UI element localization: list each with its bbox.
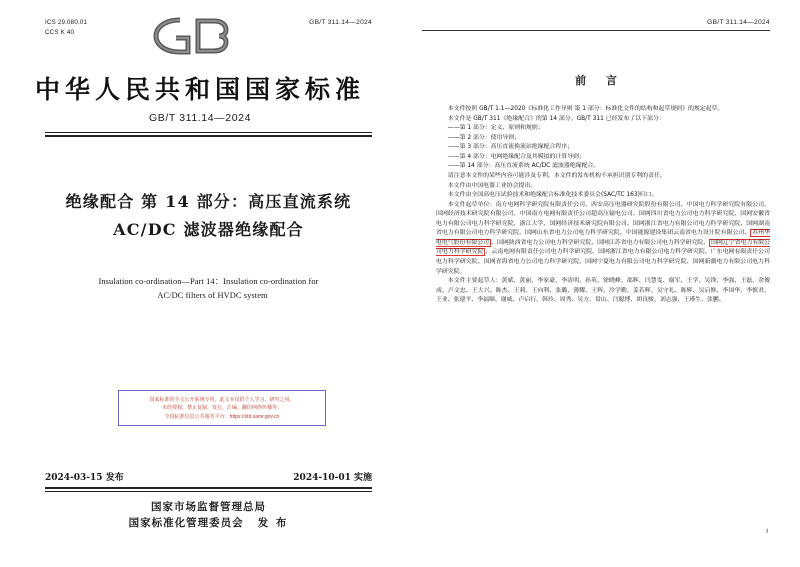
foreword-page xyxy=(400,0,800,567)
notice-platform-url: 全国标准信息公共服务平台：https://std.samr.gov.cn xyxy=(164,413,280,420)
divider-top-thick xyxy=(45,135,372,137)
ics-code: ICS 29.080.01 xyxy=(45,19,88,26)
foreword-paragraph: ——第 4 部分：电网绝缘配合及其模拟的计算导则； xyxy=(447,153,585,160)
gb-logo-icon xyxy=(0,10,400,62)
foreword-paragraph: 本文件由全国高电压试验技术和绝缘配合标准化技术委员会(SAC/TC 163)归口。 xyxy=(447,192,658,199)
implement-date: 2024-10-01 实施 xyxy=(293,473,372,483)
cover-standard-number-top: GB/T 311.14—2024 xyxy=(309,19,372,26)
highlighted-organization: 苏州华电电气股份有限公司 xyxy=(436,230,770,246)
notice-line-1: 国家标准的全文公开系统专用，此文本仅供个人学习、研究之用。 xyxy=(149,397,295,403)
issuer-line-1: 国家市场监督管理总局 xyxy=(151,501,266,513)
ccs-code: CCS K 40 xyxy=(45,28,75,36)
standard-title-en xyxy=(45,275,372,304)
foreword-body xyxy=(436,105,770,306)
cover-standard-number: GB/T 311.14—2024 xyxy=(148,112,252,124)
release-date: 2024-03-15 发布 xyxy=(45,473,124,483)
standard-title-en-line2: AC/DC filters of HVDC system xyxy=(157,291,268,301)
standard-title-cn xyxy=(45,188,372,244)
divider-bottom-thick xyxy=(45,487,372,489)
foreword-title: 前 言 xyxy=(575,74,625,87)
foreword-paragraph: ——第 2 部分：使用导则； xyxy=(447,134,521,141)
divider-bottom-thin xyxy=(45,491,372,492)
publish-label: 发 布 xyxy=(257,516,289,529)
foreword-paragraph: ——第 1 部分：定义、原则和规则； xyxy=(447,125,544,132)
notice-line-2: 未经授权，禁止复制、发行、汇编、翻印网络传播等； xyxy=(161,405,282,412)
standard-title-en-line1: Insulation co-ordination—Part 14：Insulation co-ordination for xyxy=(98,277,319,286)
foreword-paragraph: 本文件由中国电器工业协会提出。 xyxy=(447,182,537,189)
foreword-paragraph: 本文件起草单位：南方电网科学研究院有限责任公司、西安高压电器研究院股份有限公司、中国电力科学研究院有限公司、国网经济技术研究院有限公司、中国南方电网有限责任公司超高压输电公司、国网四川省电力公司电力科学研究院、国网安徽省电力有限公司电力科学研究院、浙江大学、国网经济技术研究院有限公司、国网浙江省电力有限公司电力科学研究院、国网湖南省电力有限公司电力科学研究院、国网山东省电力公司电力科学研究院、中国能源建设集团云南省电力设计院有限公司、 苏州华电电气股份有限公司 、国网陕西省电力公司电力科学研究院、国网江苏省电力有限公司电力科学研究院、 国网辽宁省电力有限公司电力科学研究院 、云南电网有限责任公司电力科学研究院、国网浙江省电力有限公司电力科学研究院、广东电网有限责任公司电力科学研究院、国网青海省电力公司电力科学研究院、国网宁夏电力有限公司电力科学研究院、国网新疆电力有限公司电力科学研究院。 xyxy=(436,201,771,275)
copyright-notice-box xyxy=(118,390,326,426)
header-divider xyxy=(422,30,770,31)
foreword-paragraph: 本文件按照 GB/T 1.1—2020《标准化工作导则 第 1 部分：标准化文件的结构和起草规则》的规定起草。 xyxy=(447,106,724,112)
standard-title-cn-line2: AC/DC 滤波器绝缘配合 xyxy=(113,220,304,239)
foreword-paragraph: 本文件是 GB/T 311《绝缘配合》的第 14 部分。GB/T 311 已经发布了以下部分： xyxy=(447,115,665,122)
foreword-paragraph: 请注意本文件的某些内容可能涉及专利。本文件的发布机构不承担识别专利的责任。 xyxy=(447,172,666,179)
date-row xyxy=(45,470,372,483)
issuer-line-2: 国家标准化管理委员会 xyxy=(128,516,244,529)
divider-top-thin xyxy=(45,132,372,133)
standard-title-cn-line1: 绝缘配合 第 14 部分：高压直流系统 xyxy=(65,192,352,211)
foreword-paragraph: 本文件主要起草人：黄斌、黄丽、李家豪、李清明、孙英、徐晓峰、邵辉、闫慧雯、谢军、王学、吴锋、李强、王磊、余俊成、卢文忠、王大兴、陈杰、王莉、王向利、张璐、薄耀、王辉、冷学勤、姜若辉、吴守礼、陈辉、吴启修、李国华、李慎君、王业、张建平、李福顺、谢威、卢启行、韩玲、周秀、吴方、常山、闫聪博、胡良骏、刘志强、王瑾生、张鹏。 xyxy=(436,278,770,304)
foreword-standard-number: GB/T 311.14—2024 xyxy=(707,19,770,26)
issuer-block xyxy=(45,500,372,532)
highlighted-organization: 国网辽宁省电力有限公司电力科学研究院 xyxy=(436,239,771,256)
page-title: 中华人民共和国国家标准 xyxy=(34,75,365,104)
foreword-paragraph: ——第 14 部分：高压直流系统 AC/DC 滤波器绝缘配合。 xyxy=(447,163,600,170)
foreword-paragraph: ——第 3 部分：高压直流换流站绝缘配合程序； xyxy=(447,144,574,151)
page-number: Ⅰ xyxy=(766,529,768,535)
